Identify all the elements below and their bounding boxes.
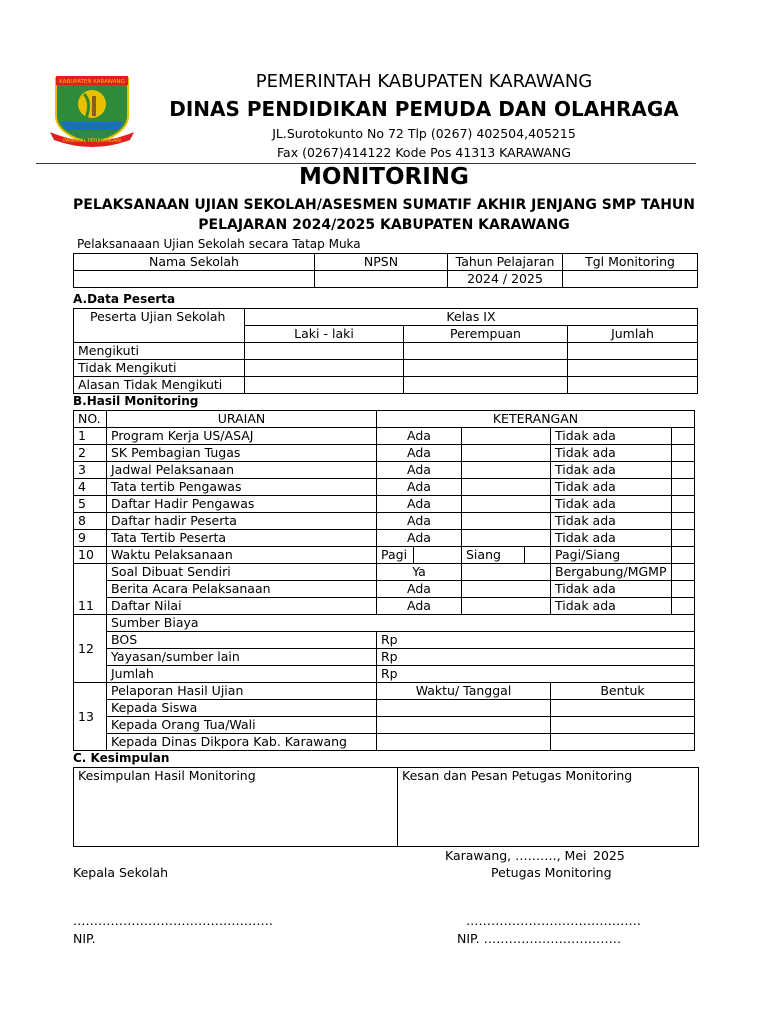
th-keterangan: KETERANGAN xyxy=(377,411,695,428)
monitor-row: 9 Tata Tertib Peserta Ada Tidak ada xyxy=(74,530,695,547)
row11-item-2: Berita Acara Pelaksanaan xyxy=(107,581,377,598)
peserta-label: Peserta Ujian Sekolah xyxy=(74,309,245,343)
petugas-nip: NIP. …………………………… xyxy=(457,931,622,946)
row12-head: Sumber Biaya xyxy=(107,615,695,632)
section-b-title: B.Hasil Monitoring xyxy=(73,394,199,408)
th-npsn: NPSN xyxy=(315,254,448,271)
kepala-sekolah-label: Kepala Sekolah xyxy=(73,865,169,880)
school-name-cell[interactable] xyxy=(74,271,315,288)
row13-head: Pelaporan Hasil Ujian xyxy=(107,683,377,700)
header-address1: JL.Surotokunto No 72 Tlp (0267) 402504,405215 xyxy=(272,126,576,141)
header-address2: Fax (0267)414122 Kode Pos 41313 KARAWANG xyxy=(277,145,571,160)
kesimpulan-table xyxy=(73,767,699,847)
th-tgl: Tgl Monitoring xyxy=(563,254,698,271)
th-tahun: Tahun Pelajaran xyxy=(448,254,563,271)
monitor-row: 8 Daftar hadir Peserta Ada Tidak ada xyxy=(74,513,695,530)
section-a-title: A.Data Peserta xyxy=(73,292,176,306)
th-perempuan: Perempuan xyxy=(404,326,568,343)
row13-no: 13 xyxy=(74,683,107,751)
header-line2: DINAS PENDIDIKAN PEMUDA DAN OLAHRAGA xyxy=(169,97,679,121)
row10-no: 10 xyxy=(74,547,107,564)
npsn-cell[interactable] xyxy=(315,271,448,288)
svg-text:PANGKAL PERJUANGAN: PANGKAL PERJUANGAN xyxy=(63,138,121,144)
monitor-row: 5 Daftar Hadir Pengawas Ada Tidak ada xyxy=(74,496,695,513)
petugas-sign-line: …………………………………… xyxy=(466,913,641,928)
monitor-row: 2 SK Pembagian Tugas Ada Tidak ada xyxy=(74,445,695,462)
th-nama-sekolah: Nama Sekolah xyxy=(74,254,315,271)
svg-text:KABUPATEN KARAWANG: KABUPATEN KARAWANG xyxy=(59,79,125,85)
monitor-row: 4 Tata tertib Pengawas Ada Tidak ada xyxy=(74,479,695,496)
kepala-nip: NIP. xyxy=(73,931,96,946)
kepala-sign-line: ………………………………………… xyxy=(73,913,273,928)
subtitle-line1: PELAKSANAAN UJIAN SEKOLAH/ASESMEN SUMATIF AKHIR JENJANG SMP TAHUN xyxy=(73,197,695,213)
hasil-table: NO. URAIAN KETERANGAN 1 Program Kerja US/ASAJ Ada Tidak ada 2 SK Pembagian Tugas Ada Tidak ada 3 Jadwal Pelaksanaan Ada Tidak ada 4 Tata tertib Pengawas Ada Tidak ada 5 Daftar Hadir Pengawas Ada Tidak ada 8 Daftar hadir Peserta Ada Tidak ada 9 Tata Tertib Peserta Ada Tidak ada 10 Waktu Pelaksanaan Pagi Siang Pagi/Siang 11 Soal Dibuat Sendiri Ya Bergabung/MGMP Berita Acara Pelaksanaan Ada Tidak ada Daftar Nilai Ada Tidak ada 12 Sumber Biaya BOS Rp Yayasan/sumber lain Rp Jumlah Rp 13 Pelaporan Hasil Ujian Waktu/ Tanggal Bentuk Kepada Siswa Kepada Orang Tua/Wali Kepada Dinas Dikpora Kab. Karawang xyxy=(73,410,695,751)
subtitle-line2: PELAJARAN 2024/2025 KABUPATEN KARAWANG xyxy=(198,217,570,233)
kelas-label: Kelas IX xyxy=(245,309,698,326)
row-tidak-mengikuti: Tidak Mengikuti xyxy=(74,360,245,377)
year-cell: 2024 / 2025 xyxy=(448,271,563,288)
place-date: Karawang, ………., Mei xyxy=(445,848,587,863)
monitor-row: 1 Program Kerja US/ASAJ Ada Tidak ada xyxy=(74,428,695,445)
sign-year: 2025 xyxy=(593,848,625,863)
page-title: MONITORING xyxy=(299,164,469,190)
row10-item: Waktu Pelaksanaan xyxy=(107,547,377,564)
th-uraian: URAIAN xyxy=(107,411,377,428)
row10-pagi: Pagi xyxy=(377,547,414,564)
row-mengikuti: Mengikuti xyxy=(74,343,245,360)
section-c-title: C. Kesimpulan xyxy=(73,751,170,765)
header-line1: PEMERINTAH KABUPATEN KARAWANG xyxy=(255,71,593,92)
row10-pagisiang: Pagi/Siang xyxy=(551,547,672,564)
kesan-pesan-cell[interactable]: Kesan dan Pesan Petugas Monitoring xyxy=(398,768,699,847)
kesimpulan-cell[interactable]: Kesimpulan Hasil Monitoring xyxy=(74,768,398,847)
mode-note: Pelaksanaaan Ujian Sekolah secara Tatap Muka xyxy=(77,237,361,251)
peserta-table xyxy=(73,308,698,394)
row12-no: 12 xyxy=(74,615,107,683)
school-table xyxy=(73,253,698,288)
row-alasan: Alasan Tidak Mengikuti xyxy=(74,377,245,394)
tgl-cell[interactable] xyxy=(563,271,698,288)
row11-item-3: Daftar Nilai xyxy=(107,598,377,615)
monitor-row: 3 Jadwal Pelaksanaan Ada Tidak ada xyxy=(74,462,695,479)
petugas-label: Petugas Monitoring xyxy=(491,865,612,880)
row10-siang: Siang xyxy=(462,547,525,564)
th-jumlah: Jumlah xyxy=(568,326,698,343)
th-no: NO. xyxy=(74,411,107,428)
row11-item-1: Soal Dibuat Sendiri xyxy=(107,564,377,581)
row11-no: 11 xyxy=(74,564,107,615)
th-laki: Laki - laki xyxy=(245,326,404,343)
